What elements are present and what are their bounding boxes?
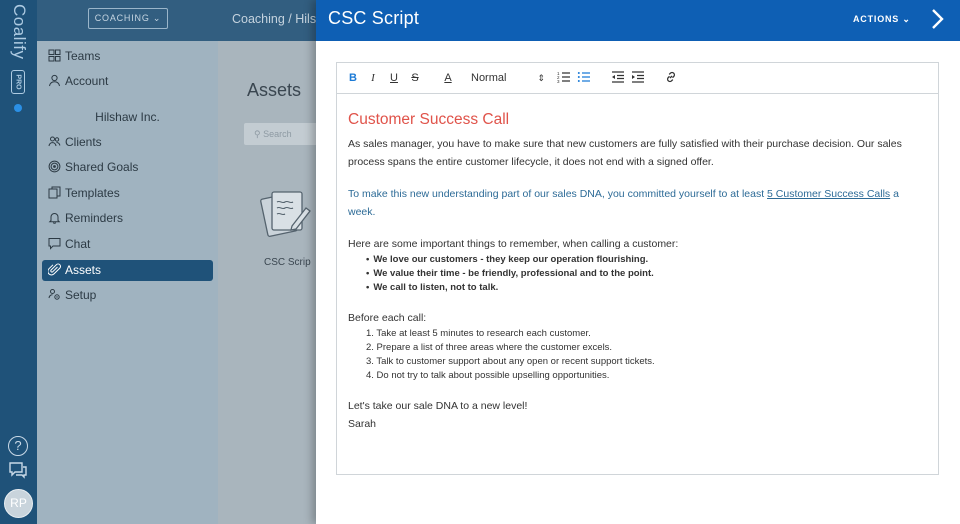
users-icon xyxy=(48,134,61,147)
outdent-icon[interactable] xyxy=(611,70,625,86)
remember-list xyxy=(348,253,928,295)
svg-text:3: 3 xyxy=(557,79,560,84)
chevron-right-icon[interactable] xyxy=(927,7,947,31)
sidebar xyxy=(37,0,218,524)
sidebar-item-label: Setup xyxy=(65,288,97,302)
sidebar-item-setup[interactable] xyxy=(42,285,213,306)
app-rail xyxy=(0,0,37,524)
organization-name: Hilshaw Inc. xyxy=(95,110,160,124)
sidebar-item-label: Templates xyxy=(65,186,120,200)
sidebar-item-templates[interactable] xyxy=(42,183,213,204)
commitment-link[interactable]: 5 Customer Success Calls xyxy=(767,188,891,200)
signature: Sarah xyxy=(348,418,377,430)
list-item: • We call to listen, not to talk. xyxy=(366,281,928,295)
document-heading: Customer Success Call xyxy=(348,111,510,128)
list-item: 3. Talk to customer support about any open or recent support tickets. xyxy=(366,356,655,367)
text-style-value: Normal xyxy=(471,72,507,84)
user-icon xyxy=(48,73,61,86)
closing-line: Let's take our sale DNA to a new level! xyxy=(348,400,528,412)
status-dot xyxy=(14,104,22,112)
sidebar-item-label: Reminders xyxy=(65,211,124,225)
logo-text: Coalify xyxy=(9,4,29,60)
pro-badge xyxy=(11,70,25,94)
help-icon[interactable]: ? xyxy=(8,436,28,456)
editor-toolbar xyxy=(337,63,938,94)
sidebar-item-clients[interactable] xyxy=(42,132,213,153)
svg-text:1: 1 xyxy=(557,71,560,76)
grid-icon xyxy=(48,48,61,61)
steps-list xyxy=(348,327,928,383)
sidebar-item-label: Clients xyxy=(65,135,102,149)
text-style-select[interactable] xyxy=(471,70,545,86)
svg-text:2: 2 xyxy=(557,75,560,80)
chat-icon xyxy=(48,236,61,249)
paperclip-icon xyxy=(48,262,61,275)
copy-icon xyxy=(48,185,61,198)
commitment-text: To make this new understanding part of our sales DNA, you committed yourself to at least xyxy=(348,188,768,200)
intro-paragraph: As sales manager, you have to make sure that new customers are fully satisfied with their purchase decision. Our sales process spans the entire customer lifecycle, it does not end with a signed offer. xyxy=(348,138,902,168)
sidebar-item-label: Assets xyxy=(65,263,102,277)
asset-panel xyxy=(316,0,960,524)
settings-users-icon xyxy=(48,287,61,300)
panel-title: CSC Script xyxy=(328,8,420,28)
list-item: 2. Prepare a list of three areas where the customer excels. xyxy=(366,342,613,353)
sidebar-item-label: Account xyxy=(65,74,109,88)
commitment-text-end: a week. xyxy=(348,188,899,218)
link-icon[interactable] xyxy=(664,70,678,86)
list-item: • We love our customers - they keep our operation flourishing. xyxy=(366,253,928,267)
list-item: • We value their time - be friendly, professional and to the point. xyxy=(366,267,928,281)
bullet-list-icon[interactable] xyxy=(577,70,591,86)
before-call-heading: Before each call: xyxy=(348,312,427,324)
strikethrough-button[interactable]: S xyxy=(411,72,419,84)
actions-dropdown[interactable]: ACTIONS ⌄ xyxy=(853,14,911,24)
editor-content[interactable] xyxy=(348,110,928,433)
list-item: 1. Take at least 5 minutes to research each customer. xyxy=(366,328,591,339)
list-item: 4. Do not try to talk about possible upselling opportunities. xyxy=(366,370,610,381)
sidebar-item-chat[interactable] xyxy=(42,234,213,255)
search-placeholder: Search xyxy=(263,129,292,139)
ordered-list-icon[interactable] xyxy=(557,70,571,86)
feedback-chat-icon[interactable] xyxy=(8,461,28,479)
bell-icon xyxy=(48,210,61,223)
remember-intro: Here are some important things to remember, when calling a customer: xyxy=(348,238,679,250)
search-icon: ⚲ xyxy=(254,129,261,139)
user-avatar[interactable]: RP xyxy=(4,489,33,518)
rich-text-editor[interactable] xyxy=(336,62,939,475)
sidebar-item-label: Teams xyxy=(65,49,101,63)
sidebar-item-account[interactable] xyxy=(42,71,213,92)
asset-name[interactable]: CSC Scrip xyxy=(264,257,311,268)
sidebar-header xyxy=(37,0,218,41)
search-input[interactable] xyxy=(244,123,324,145)
sidebar-item-label: Chat xyxy=(65,237,91,251)
italic-button[interactable]: I xyxy=(371,72,375,84)
sidebar-item-teams[interactable] xyxy=(42,46,213,67)
pro-badge-label: PRO xyxy=(14,74,22,90)
sidebar-item-assets[interactable] xyxy=(42,260,213,281)
sidebar-item-reminders[interactable] xyxy=(42,208,213,229)
target-icon xyxy=(48,159,61,172)
page-title: Assets xyxy=(247,80,302,100)
sidebar-item-label: Shared Goals xyxy=(65,160,139,174)
sidebar-item-shared-goals[interactable] xyxy=(42,157,213,178)
text-color-button[interactable]: A xyxy=(444,72,452,84)
coaching-dropdown[interactable]: COACHING ⌄ xyxy=(88,8,168,29)
select-arrows-icon: ⇕ xyxy=(537,73,545,83)
panel-header xyxy=(316,0,960,41)
commitment-paragraph xyxy=(348,185,928,221)
bold-button[interactable]: B xyxy=(349,72,357,84)
document-asset-icon[interactable] xyxy=(258,182,314,238)
indent-icon[interactable] xyxy=(631,70,645,86)
app-logo[interactable] xyxy=(0,4,37,72)
underline-button[interactable]: U xyxy=(390,72,398,84)
breadcrumb[interactable]: Coaching / Hils xyxy=(232,12,317,26)
